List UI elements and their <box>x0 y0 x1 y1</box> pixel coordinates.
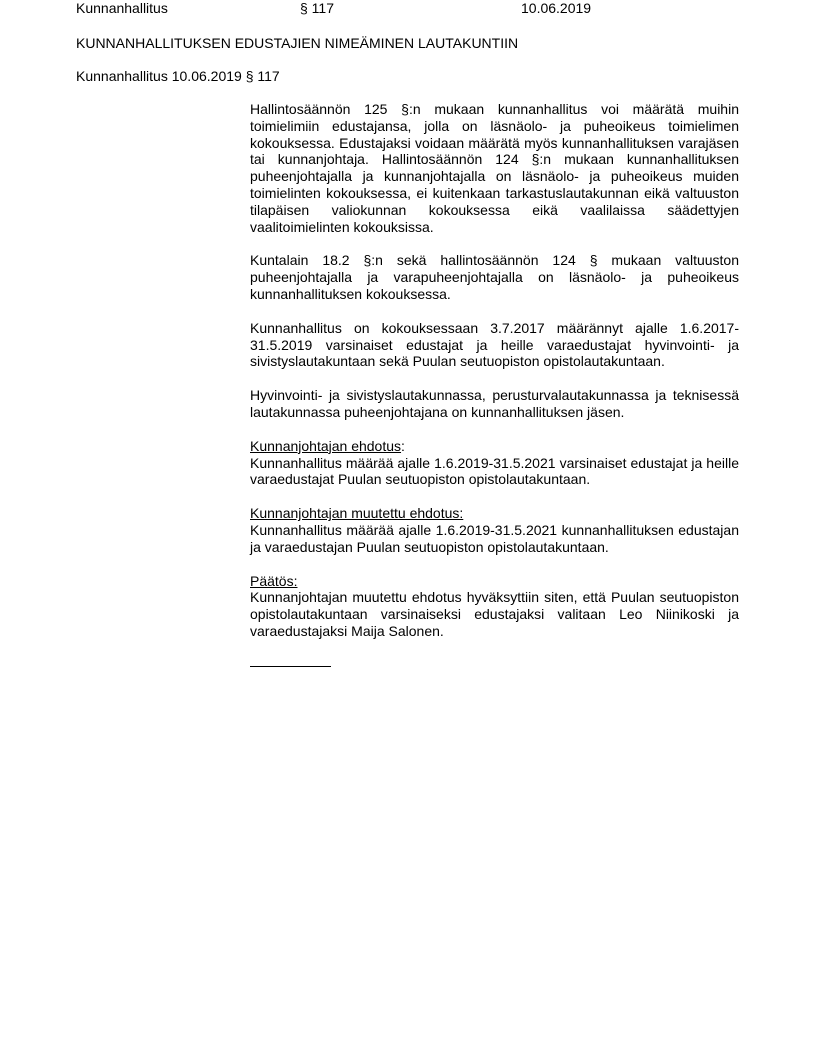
decision-section <box>250 573 739 640</box>
page-header <box>76 0 776 18</box>
proposal-text: Kunnanhallitus määrää ajalle 1.6.2019-31.5.2021 varsinaiset edustajat ja heille varaedustajat Puulan seutuopiston opistolautakuntaan. <box>250 454 739 488</box>
amended-proposal-heading: Kunnanjohtajan muutettu ehdotus: <box>250 505 464 522</box>
end-divider <box>250 666 331 667</box>
document-title: KUNNANHALLITUKSEN EDUSTAJIEN NIMEÄMINEN LAUTAKUNTIIN <box>76 35 519 51</box>
paragraph-municipal-law: Kuntalain 18.2 §:n sekä hallintosäännön 124 § mukaan valtuuston puheenjohtajalla ja varapuheenjohtajalla on läsnäolo- ja puheoikeus kunnanhallituksen kokouksessa. <box>250 252 739 302</box>
amended-proposal-text: Kunnanhallitus määrää ajalle 1.6.2019-31.5.2021 kunnanhallituksen edustajan ja varaedustajan Puulan seutuopiston opistolautakuntaan. <box>250 521 739 555</box>
paragraph-background: Hallintosäännön 125 §:n mukaan kunnanhallitus voi määrätä muihin toimielimiin edustajansa, jolla on läsnäolo- ja puheoikeus toimielimen kokouksessa. Edustajaksi voidaan määrätä myös kunnanhallituksen varajäsen tai kunnanjohtaja. Hallintosäännön 124 §:n mukaan kunnanhallituksen puheenjohtajalla ja kunnanjohtajalla on läsnäolo- ja puheoikeus muiden toimielinten kokouksessa, ei kuitenkaan tarkastuslautakunnan eikä valtuuston tilapäisen valiokunnan kokouksessa eikä vaalilaissa säädettyjen vaalitoimielinten kokouksissa. <box>250 101 739 235</box>
decision-heading: Päätös: <box>250 572 298 589</box>
paragraph-previous-decision: Kunnanhallitus on kokouksessaan 3.7.2017 määrännyt ajalle 1.6.2017-31.5.2019 varsinaiset edustajat ja heille varaedustajat hyvinvointi- ja sivistyslautakuntaan sekä Puulan seutuopiston opistolautakuntaan. <box>250 319 739 370</box>
amended-proposal-section <box>250 505 739 555</box>
paragraph-committee-chairs: Hyvinvointi- ja sivistyslautakunnassa, perusturvalautakunnassa ja teknisessä lautakunnassa puheenjohtajana on kunnanhallituksen jäsen. <box>250 387 739 420</box>
proposal-heading-colon: : <box>401 437 405 454</box>
proposal-heading <box>250 438 739 455</box>
document-body <box>250 101 739 667</box>
header-date: 10.06.2019 <box>521 0 592 16</box>
header-section: § 117 <box>300 0 334 16</box>
meeting-reference: Kunnanhallitus 10.06.2019 § 117 <box>76 68 280 84</box>
proposal-section <box>250 438 739 488</box>
proposal-heading-text: Kunnanjohtajan ehdotus <box>250 437 402 454</box>
header-organ: Kunnanhallitus <box>76 0 168 16</box>
decision-text: Kunnanjohtajan muutettu ehdotus hyväksyttiin siten, että Puulan seutuopiston opistolautakuntaan varsinaiseksi edustajaksi valitaan Leo Niinikoski ja varaedustajaksi Maija Salonen. <box>250 589 739 639</box>
